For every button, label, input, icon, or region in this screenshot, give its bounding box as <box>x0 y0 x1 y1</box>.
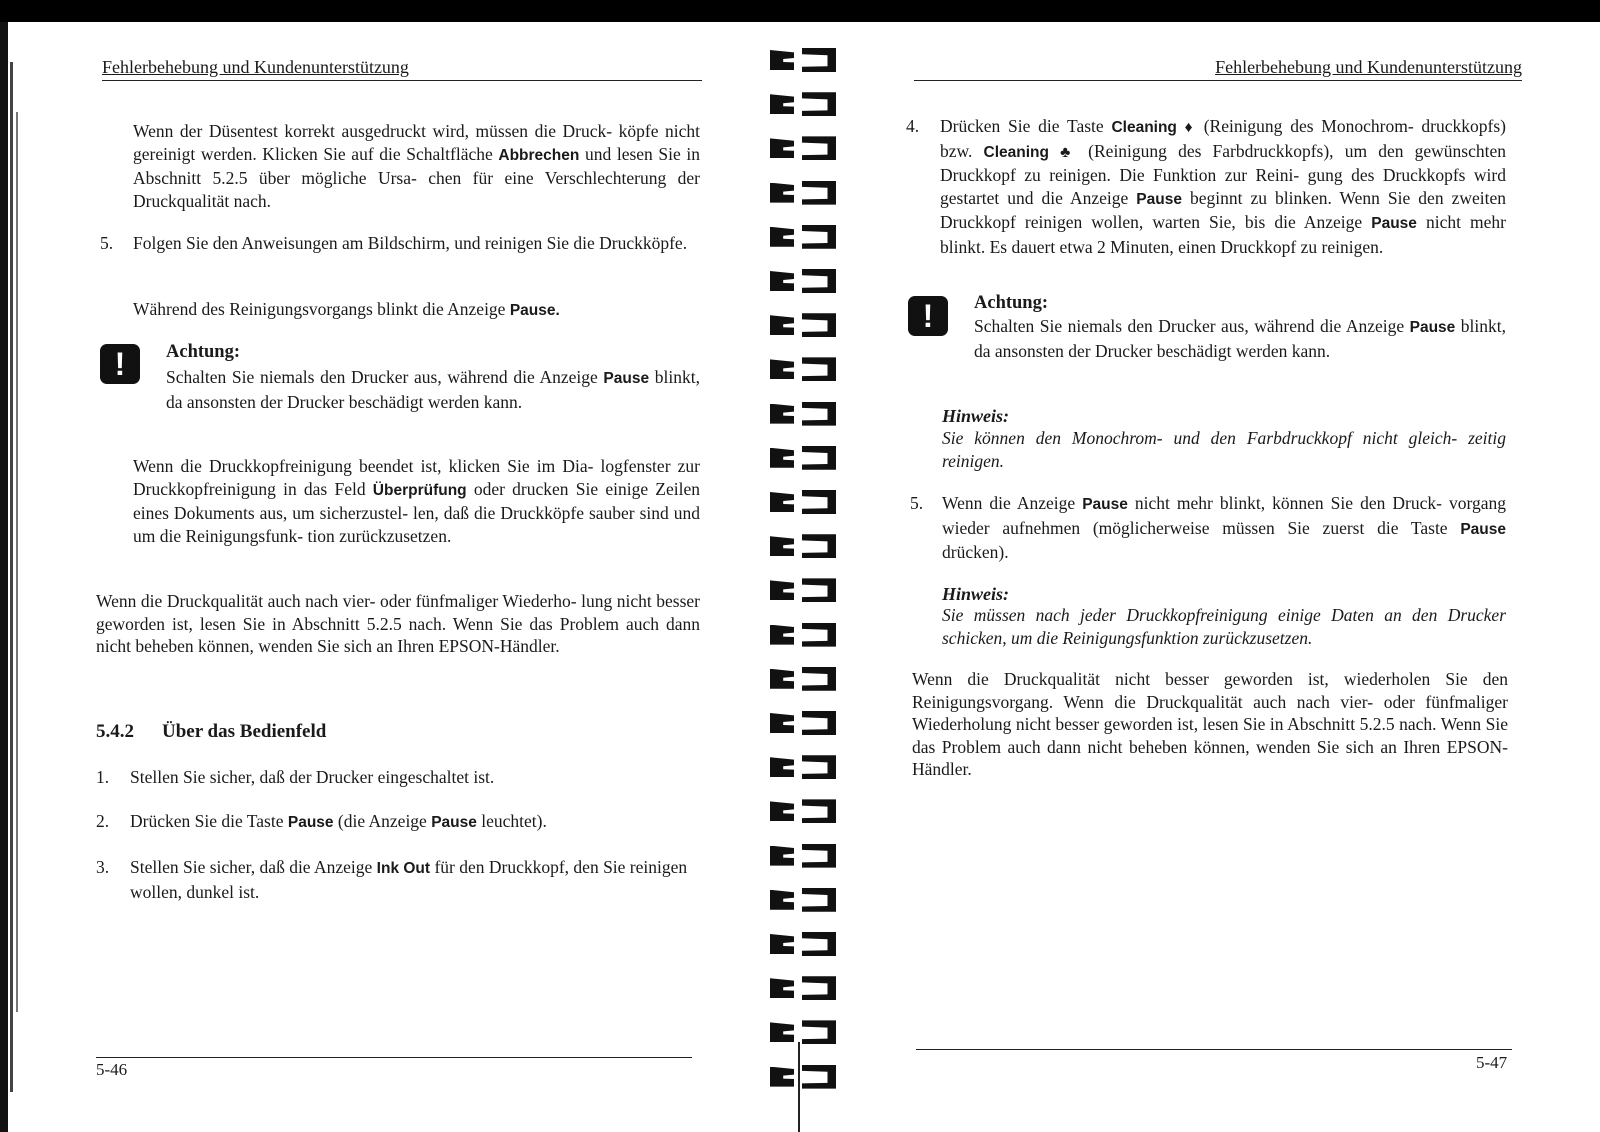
binding-ring <box>768 799 838 823</box>
binding-ring <box>768 755 838 779</box>
step-2-text: Drücken Sie die Taste Pause (die Anzeige Pause leuchtet). <box>130 811 547 831</box>
page-number-left: 5-46 <box>96 1060 128 1079</box>
binding-ring <box>768 1065 838 1089</box>
step-number: 5. <box>100 233 114 253</box>
paragraph-nozzle-ok: Wenn der Düsentest korrekt ausgedruckt wird, müssen die Druck- köpfe nicht gereinigt werden. Klicken Sie auf die Schaltfläche Abbrechen und lesen Sie in Abschnitt 5.2.5 über mögliche Ursa- chen für eine Verschlechterung der Druckqualität nach. <box>133 121 700 211</box>
step-5-text: Folgen Sie den Anweisungen am Bildschirm, und reinigen Sie die Druckköpfe. <box>133 233 688 253</box>
binding-spine <box>798 1042 800 1132</box>
warning-title: Achtung: <box>974 293 1049 313</box>
binding-ring <box>768 48 838 72</box>
warning-text: Schalten Sie niemals den Drucker aus, während die Anzeige Pause blinkt, da ansonsten der Drucker beschädigt werden kann. <box>166 367 700 412</box>
warning-text: Schalten Sie niemals den Drucker aus, während die Anzeige Pause blinkt, da ansonsten der Drucker beschädigt werden kann. <box>974 316 1506 361</box>
binding-ring <box>768 225 838 249</box>
binding-ring <box>768 888 838 912</box>
binding-ring <box>768 181 838 205</box>
binding-ring <box>768 844 838 868</box>
scan-left-edge <box>0 22 24 1132</box>
step-number: 2. <box>96 811 110 831</box>
binding-ring <box>768 1020 838 1044</box>
binding-ring <box>768 269 838 293</box>
step-5-text: Wenn die Anzeige Pause nicht mehr blinkt, können Sie den Druck- vorgang wieder aufnehmen (möglicherweise müssen Sie zuerst die Taste Pause drücken). <box>942 493 1506 562</box>
binding-ring <box>768 711 838 735</box>
running-header-left: Fehlerbehebung und Kundenunterstützung <box>102 56 702 81</box>
binding-ring <box>768 313 838 337</box>
paragraph-pause-blink: Während des Reinigungsvorgangs blinkt die Anzeige Pause. <box>133 299 560 319</box>
warning-title: Achtung: <box>166 342 241 362</box>
binding-ring <box>768 932 838 956</box>
binding-ring <box>768 136 838 160</box>
binding-ring <box>768 357 838 381</box>
step-number: 5. <box>910 493 924 513</box>
footer-rule <box>916 1049 1512 1050</box>
footer-rule <box>96 1057 692 1058</box>
left-page <box>96 0 706 1132</box>
binding-ring <box>768 623 838 647</box>
section-title: Über das Bedienfeld <box>162 721 327 742</box>
section-number: 5.4.2 <box>96 721 134 742</box>
binding-ring <box>768 534 838 558</box>
binding-ring <box>768 490 838 514</box>
step-number: 1. <box>96 767 110 787</box>
right-page <box>906 0 1540 1132</box>
binding-ring <box>768 92 838 116</box>
note-text: Sie können den Monochrom- und den Farbdruckkopf nicht gleich- zeitig reinigen. <box>942 428 1506 471</box>
paragraph-quality: Wenn die Druckqualität auch nach vier- oder fünfmaliger Wiederho- lung nicht besser geworden ist, lesen Sie in Abschnitt 5.2.5 nach. Wenn Sie das Problem auch dann nicht beheben können, wenden Sie sich an Ihren EPSON-Händler. <box>96 591 700 656</box>
step-1-text: Stellen Sie sicher, daß der Drucker eingeschaltet ist. <box>130 767 495 787</box>
page-number-right: 5-47 <box>1476 1053 1508 1072</box>
step-3-text: Stellen Sie sicher, daß die Anzeige Ink Out für den Druckkopf, den Sie reinigen wollen, dunkel ist. <box>130 857 688 902</box>
binding-ring <box>768 578 838 602</box>
note-text: Sie müssen nach jeder Druckkopfreinigung einige Daten an den Drucker schicken, um die Reinigungsfunktion zurückzusetzen. <box>942 605 1506 648</box>
exclamation-icon: ! <box>100 344 140 384</box>
step-number: 4. <box>906 116 920 136</box>
binding-ring <box>768 446 838 470</box>
running-header-right: Fehlerbehebung und Kundenunterstützung <box>914 56 1522 81</box>
paragraph-cleaning-done: Wenn die Druckkopfreinigung beendet ist, klicken Sie im Dia- logfenster zur Druckkopfreinigung in das Feld Überprüfung oder drucken Sie einige Zeilen eines Dokuments aus, um sicherzustel- len, daß die Druckköpfe sauber sind und um die Reinigungsfunk- tion zurückzusetzen. <box>133 456 701 546</box>
binding-ring <box>768 402 838 426</box>
spiral-binding <box>768 42 840 1132</box>
binding-ring <box>768 667 838 691</box>
note-title: Hinweis: <box>942 406 1010 426</box>
note-title: Hinweis: <box>942 584 1010 604</box>
binding-ring <box>768 976 838 1000</box>
exclamation-icon: ! <box>908 296 948 336</box>
paragraph-final: Wenn die Druckqualität nicht besser geworden ist, wiederholen Sie den Reinigungsvorgang. Wenn die Druckqualität auch nach vier- oder fünfmaliger Wiederholung nicht besser geworden ist, lesen Sie in Abschnitt 5.2.5 nach. Wenn Sie das Problem auch dann nicht beheben können, wenden Sie sich an Ihren EPSON-Händler. <box>912 669 1508 779</box>
step-number: 3. <box>96 857 110 877</box>
step-4-text: Drücken Sie die Taste Cleaning ♦ (Reinigung des Monochrom- druckkopfs) bzw. Cleaning ♣ (Reinigung des Farbdruckkopfs), um den gewünschten Druckkopf zu reinigen. Die Funktion zur Reini- gung des Druckkopfs wird gestartet und die Anzeige Pause beginnt zu blinken. Wenn Sie den zweiten Druckkopf reinigen wollen, warten Sie, bis die Anzeige Pause nicht mehr blinkt. Es dauert etwa 2 Minuten, einen Druckkopf zu reinigen. <box>940 116 1507 257</box>
